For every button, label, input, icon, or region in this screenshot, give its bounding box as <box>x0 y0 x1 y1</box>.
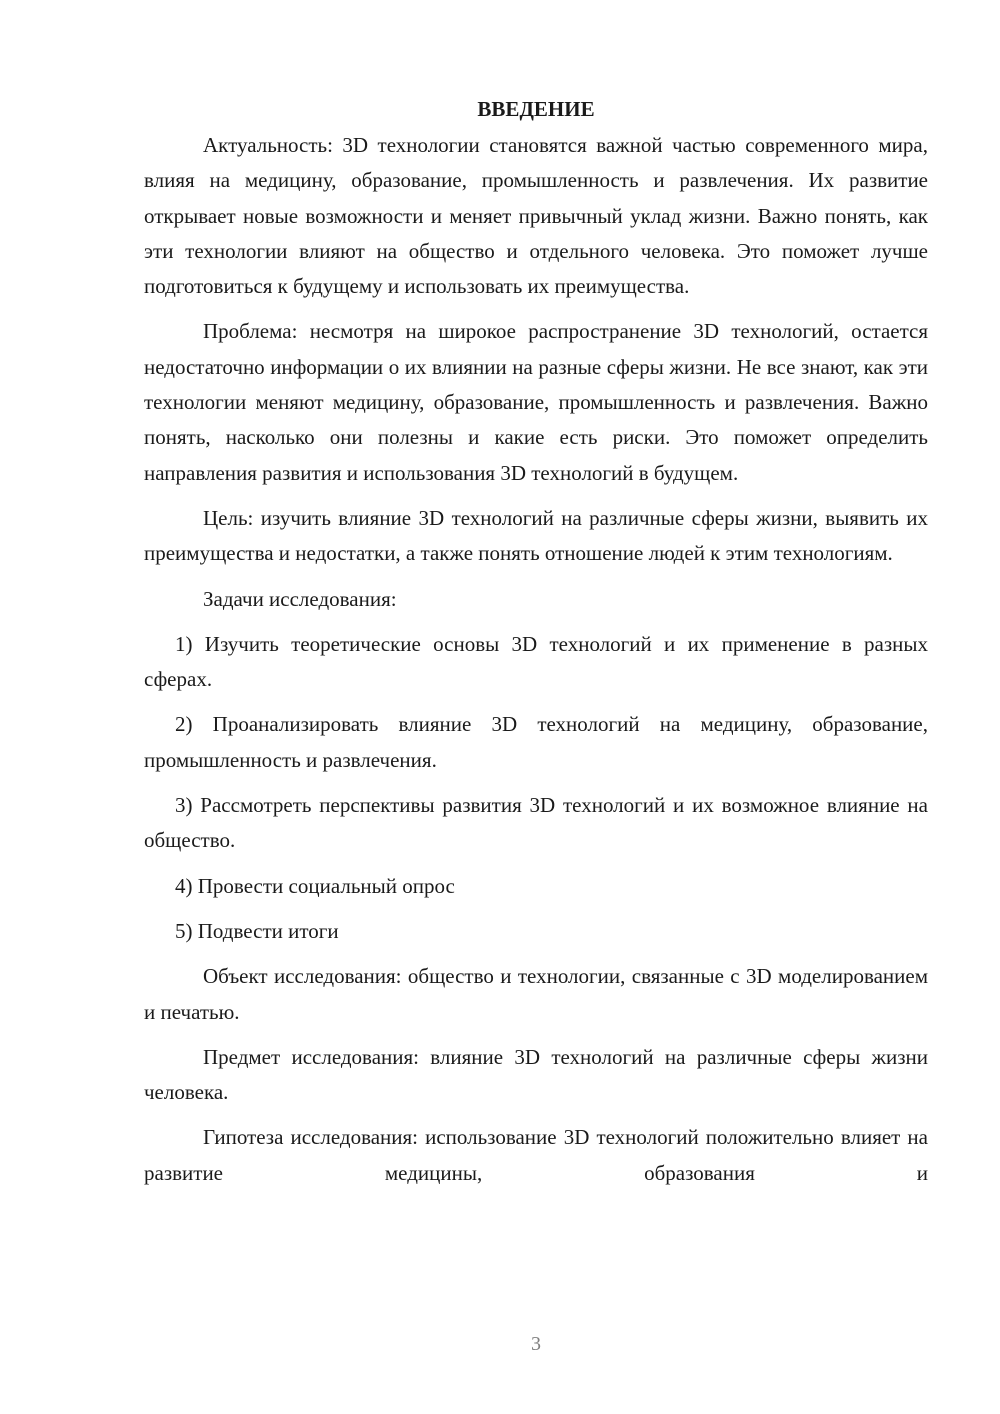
section-heading: ВВЕДЕНИЕ <box>477 97 595 121</box>
paragraph-relevance: Актуальность: 3D технологии становятся важной частью современного мира, влияя на медицину, образование, промышленность и развлечения. Их развитие открывает новые возможности и меняет привычный уклад жизни. Важно понять, как эти технологии влияют на общество и отдельного человека. Это поможет лучше подготовиться к будущему и использовать их преимущества. <box>144 133 928 299</box>
list-item-task: 3) Рассмотреть перспективы развития 3D технологий и их возможное влияние на общество. <box>144 793 928 853</box>
page-number: 3 <box>531 1333 541 1355</box>
document-page <box>144 92 928 1191</box>
list-item-task: 5) Подвести итоги <box>175 918 339 943</box>
paragraph-object: Объект исследования: общество и технологии, связанные с 3D моделированием и печатью. <box>144 964 928 1024</box>
paragraph-goal: Цель: изучить влияние 3D технологий на различные сферы жизни, выявить их преимущества и недостатки, а также понять отношение людей к этим технологиям. <box>144 505 928 566</box>
paragraph-problem: Проблема: несмотря на широкое распространение 3D технологий, остается недостаточно информации о их влиянии на разные сферы жизни. Не все знают, как эти технологии меняют медицину, образование, промышленность и развлечения. Важно понять, насколько они полезны и какие есть риски. Это поможет определить направления развития и использования 3D технологий в будущем. <box>144 319 928 485</box>
list-item-task: 2) Проанализировать влияние 3D технологий на медицину, образование, промышленность и развлечения. <box>144 712 928 772</box>
paragraph-hypothesis: Гипотеза исследования: использование 3D технологий положительно влияет на развитие медицины, образования и <box>144 1125 928 1185</box>
paragraph-subject: Предмет исследования: влияние 3D технологий на различные сферы жизни человека. <box>144 1044 928 1105</box>
list-item-task: 4) Провести социальный опрос <box>175 873 455 898</box>
list-item-task: 1) Изучить теоретические основы 3D технологий и их применение в разных сферах. <box>144 631 928 692</box>
paragraph-tasks-heading: Задачи исследования: <box>203 586 397 611</box>
